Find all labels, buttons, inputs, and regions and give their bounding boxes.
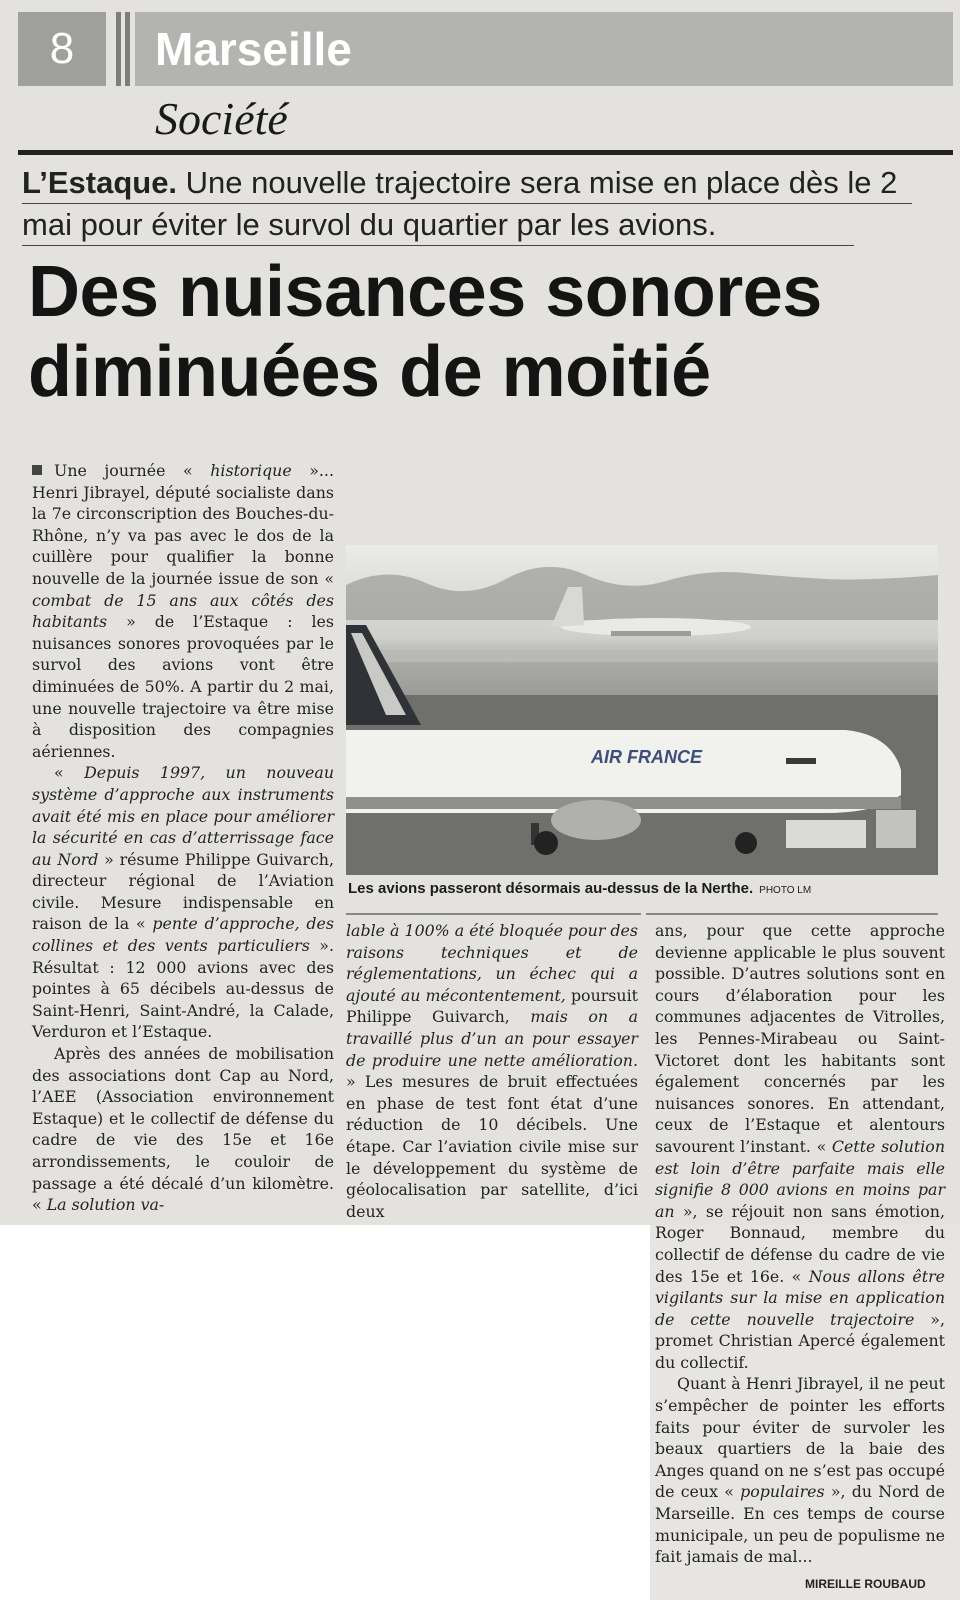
article-photo [346,545,938,875]
headline: Des nuisances sonores diminuées de moitié [28,252,822,412]
article-column-1 [32,460,334,1216]
photo-credit: PHOTO LM [759,885,812,896]
column-rule [646,913,938,915]
page-number: 8 [18,12,106,86]
article-column-3 [655,920,945,1568]
bullet-square-icon [32,465,42,475]
article-column-2 [346,920,638,1222]
paragraph: ans, pour que cette approche devienne applicable le plus souvent possible. D’autres solutions sont en cours d’élaboration pour les communes adjacentes de Vitrolles, les Pennes-Mirabeau ou Saint-Victoret dont les habitants sont également concernés par les nuisances sonores. En attendant, ceux de l’Estaque et alentours savourent l’instant. « Cette solution est loin d’être parfaite mais elle signifie 8 000 avions en moins par an », se réjouit non sans émotion, Roger Bonnaud, membre du collectif de défense du cadre de vie des 15e et 16e. « Nous allons être vigilants sur la mise en application de cette nouvelle trajectoire », promet Christian Apercé également du collectif. [655,921,945,1372]
paragraph: Une journée « historique »... Henri Jibrayel, député socialiste dans la 7e circonscription des Bouches-du-Rhône, n’y va pas avec le dos de la cuillère pour qualifier la bonne nouvelle de la journée issue de son « combat de 15 ans aux côtés des habitants » de l’Estaque : les nuisances sonores provoquées par le survol des avions vont être diminuées de 50%. A partir du 2 mai, une nouvelle trajectoire va être mise à disposition des compagnies aériennes. [32,461,334,761]
chapo [22,162,922,246]
chapo-lead: L’Estaque. [22,165,178,200]
chapo-underline [22,203,912,204]
section-title: Marseille [135,12,953,86]
chapo-text: Une nouvelle trajectoire sera mise en place dès le 2 mai pour éviter le survol du quartier par les avions. [22,165,898,242]
column-rule [346,913,641,915]
top-rule [18,150,953,155]
airline-lettering: AIR FRANCE [591,747,702,767]
paragraph: lable à 100% a été bloquée pour des raisons techniques et de réglementations, un échec qui a ajouté au mécontentement, poursuit Philippe Guivarch, mais on a travaillé plus d’un an pour essayer de produire une nette amélioration. » Les mesures de bruit effectuées en phase de test font état d’une réduction de 10 décibels. Une étape. Car l’aviation civile mise sur le développement du système de géolocalisation par satellite, d’ici deux [346,921,638,1221]
separator-bar [125,12,130,86]
byline: MIREILLE ROUBAUD [805,1577,926,1591]
photo-caption [348,880,938,897]
rubrique-title: Société [155,93,288,144]
caption-text: Les avions passeront désormais au-dessus de la Nerthe. [348,880,754,897]
paragraph: Après des années de mobilisation des associations dont Cap au Nord, l’AEE (Association environnement Estaque) et le collectif de défense du cadre de vie des 15e et 16e arrondissements, le couloir de passage a été décalé d’un kilomètre. « La solution va- [32,1044,334,1215]
chapo-underline [22,245,854,246]
paragraph: Quant à Henri Jibrayel, il ne peut s’empêcher de pointer les efforts faits pour éviter de survoler les beaux quartiers de la baie des Anges quand on ne s’est pas occupé de ceux « populaires », du Nord de Marseille. En ces temps de course municipale, un peu de populisme ne fait jamais de mal... [655,1374,946,1567]
airport-scene [346,545,938,875]
separator-bar [116,12,121,86]
paragraph: « Depuis 1997, un nouveau système d’approche aux instruments avait été mis en place pour améliorer la sécurité en cas d’atterrissage face au Nord » résume Philippe Guivarch, directeur régional de l’Aviation civile. Mesure indispensable en raison de la « pente d’approche, des collines et des vents particuliers ». Résultat : 12 000 avions avec des pointes à 65 décibels au-dessus de Saint-Henri, Saint-André, la Calade, Verduron et l’Estaque. [32,763,335,1042]
